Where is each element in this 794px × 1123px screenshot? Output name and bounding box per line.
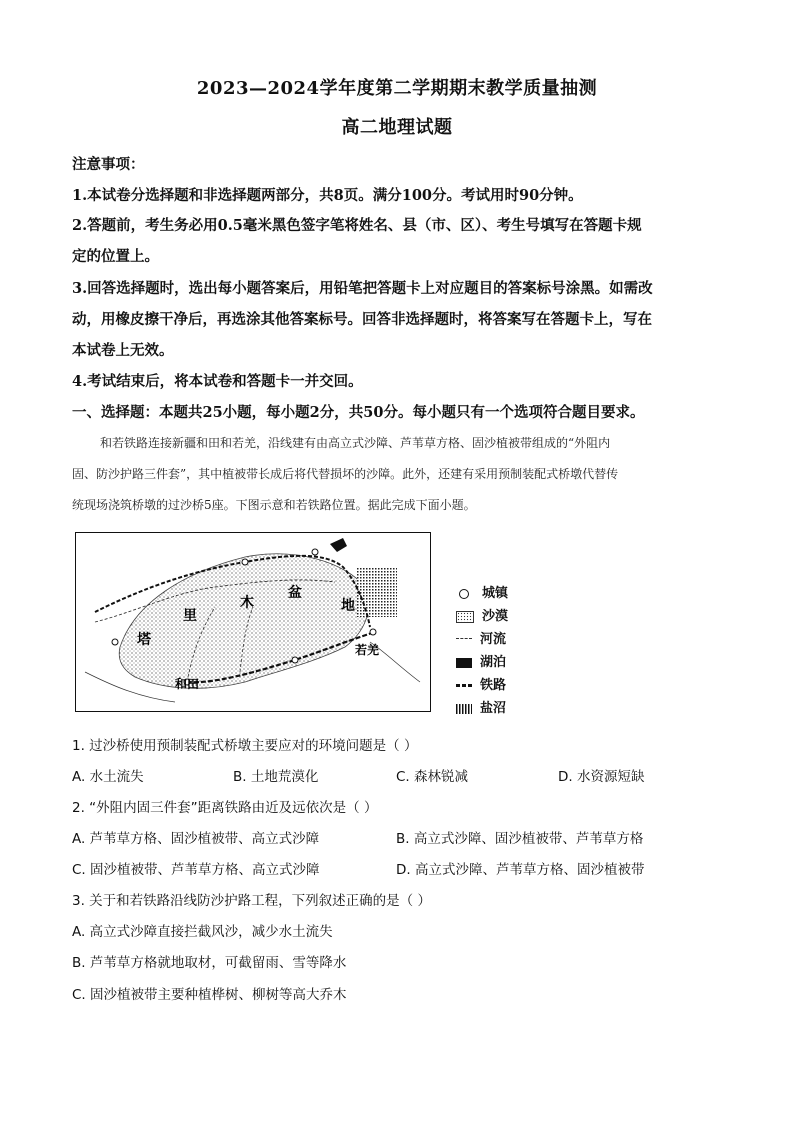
map-label-ta: 塔 [137,632,151,648]
map-label-di: 地 [341,598,355,614]
q1-option-b[interactable]: B. 土地荒漠化 [233,769,319,785]
q2-option-d[interactable]: D. 高立式沙障、芦苇草方格、固沙植被带 [396,862,645,878]
notice-line-6: 本试卷上无效。 [72,342,174,359]
notice-line-7: 4.考试结束后，将本试卷和答题卡一并交回。 [72,373,363,390]
map-label-hetian: 和田 [175,677,200,691]
map-label-li: 里 [183,608,197,624]
map-label-pen: 盆 [288,585,302,601]
question-1-stem: 1. 过沙桥使用预制装配式桥墩主要应对的环境问题是（ ） [72,738,418,754]
legend-salt-marsh: 盐沼 [456,697,506,716]
railway-icon [456,684,472,687]
question-2-stem: 2. “外阻内固三件套”距离铁路由近及远依次是（ ） [72,800,378,816]
river-icon [456,638,472,641]
q2-option-b[interactable]: B. 高立式沙障、固沙植被带、芦苇草方格 [396,831,644,847]
legend-lake: 湖泊 [456,651,506,670]
notice-line-3: 定的位置上。 [72,248,159,265]
question-3-stem: 3. 关于和若铁路沿线防沙护路工程，下列叙述正确的是（ ） [72,893,431,909]
q1-option-d[interactable]: D. 水资源短缺 [558,769,645,785]
notice-line-5: 动，用橡皮擦干净后，再选涂其他答案标号。回答非选择题时，将答案写在答题卡上，写在 [72,311,652,328]
tarim-basin-map [75,532,431,712]
legend-river: 河流 [456,628,506,647]
map-label-ruoqiang: 若羌 [355,643,380,657]
q1-option-a[interactable]: A. 水土流失 [72,769,144,785]
notice-line-1: 1.本试卷分选择题和非选择题两部分，共8页。满分100分。考试用时90分钟。 [72,187,583,204]
intro-line-1: 和若铁路连接新疆和田和若羌，沿线建有由高立式沙障、芦苇草方格、固沙植被带组成的“外阻内 [100,436,611,450]
section-heading: 一、选择题：本题共25小题，每小题2分，共50分。每小题只有一个选项符合题目要求。 [72,404,645,421]
salt-marsh-area [357,567,397,617]
legend-railway: 铁路 [456,674,506,693]
q3-option-b[interactable]: B. 芦苇草方格就地取材，可截留雨、雪等降水 [72,955,347,971]
town-icon [459,589,469,599]
legend-desert: 沙漠 [456,605,508,624]
exam-subtitle: 高二地理试题 [341,117,453,138]
town-north-1 [242,559,248,565]
town-ruoqiang [370,629,376,635]
q1-option-c[interactable]: C. 森林锐减 [396,769,469,785]
q3-option-c[interactable]: C. 固沙植被带主要种植桦树、柳树等高大乔木 [72,987,347,1003]
lake-icon [456,658,472,668]
intro-line-2: 固、防沙护路三件套”，其中植被带长成后将代替损坏的沙障。此外，还建有采用预制装配式桥墩代替传 [72,467,619,481]
town-north-2 [312,549,318,555]
notice-heading: 注意事项： [72,156,145,173]
town-south [292,657,298,663]
notice-line-4: 3.回答选择题时，选出每小题答案后，用铅笔把答题卡上对应题目的答案标号涂黑。如需改 [72,280,653,297]
q3-option-a[interactable]: A. 高立式沙障直接拦截风沙，减少水土流失 [72,924,333,940]
notice-line-2: 2.答题前，考生务必用0.5毫米黑色签字笔将姓名、县（市、区）、考生号填写在答题卡规 [72,217,642,234]
legend-town: 城镇 [456,582,508,601]
q2-option-c[interactable]: C. 固沙植被带、芦苇草方格、高立式沙障 [72,862,320,878]
desert-icon [456,611,474,623]
exam-title: 2023—2024学年度第二学期期末教学质量抽测 [196,78,598,99]
map-label-mu: 木 [240,595,254,611]
town-west [112,639,118,645]
intro-line-3: 统现场浇筑桥墩的过沙桥5座。下图示意和若铁路位置。据此完成下面小题。 [72,498,476,512]
q2-option-a[interactable]: A. 芦苇草方格、固沙植被带、高立式沙障 [72,831,320,847]
salt-marsh-icon [456,704,472,714]
